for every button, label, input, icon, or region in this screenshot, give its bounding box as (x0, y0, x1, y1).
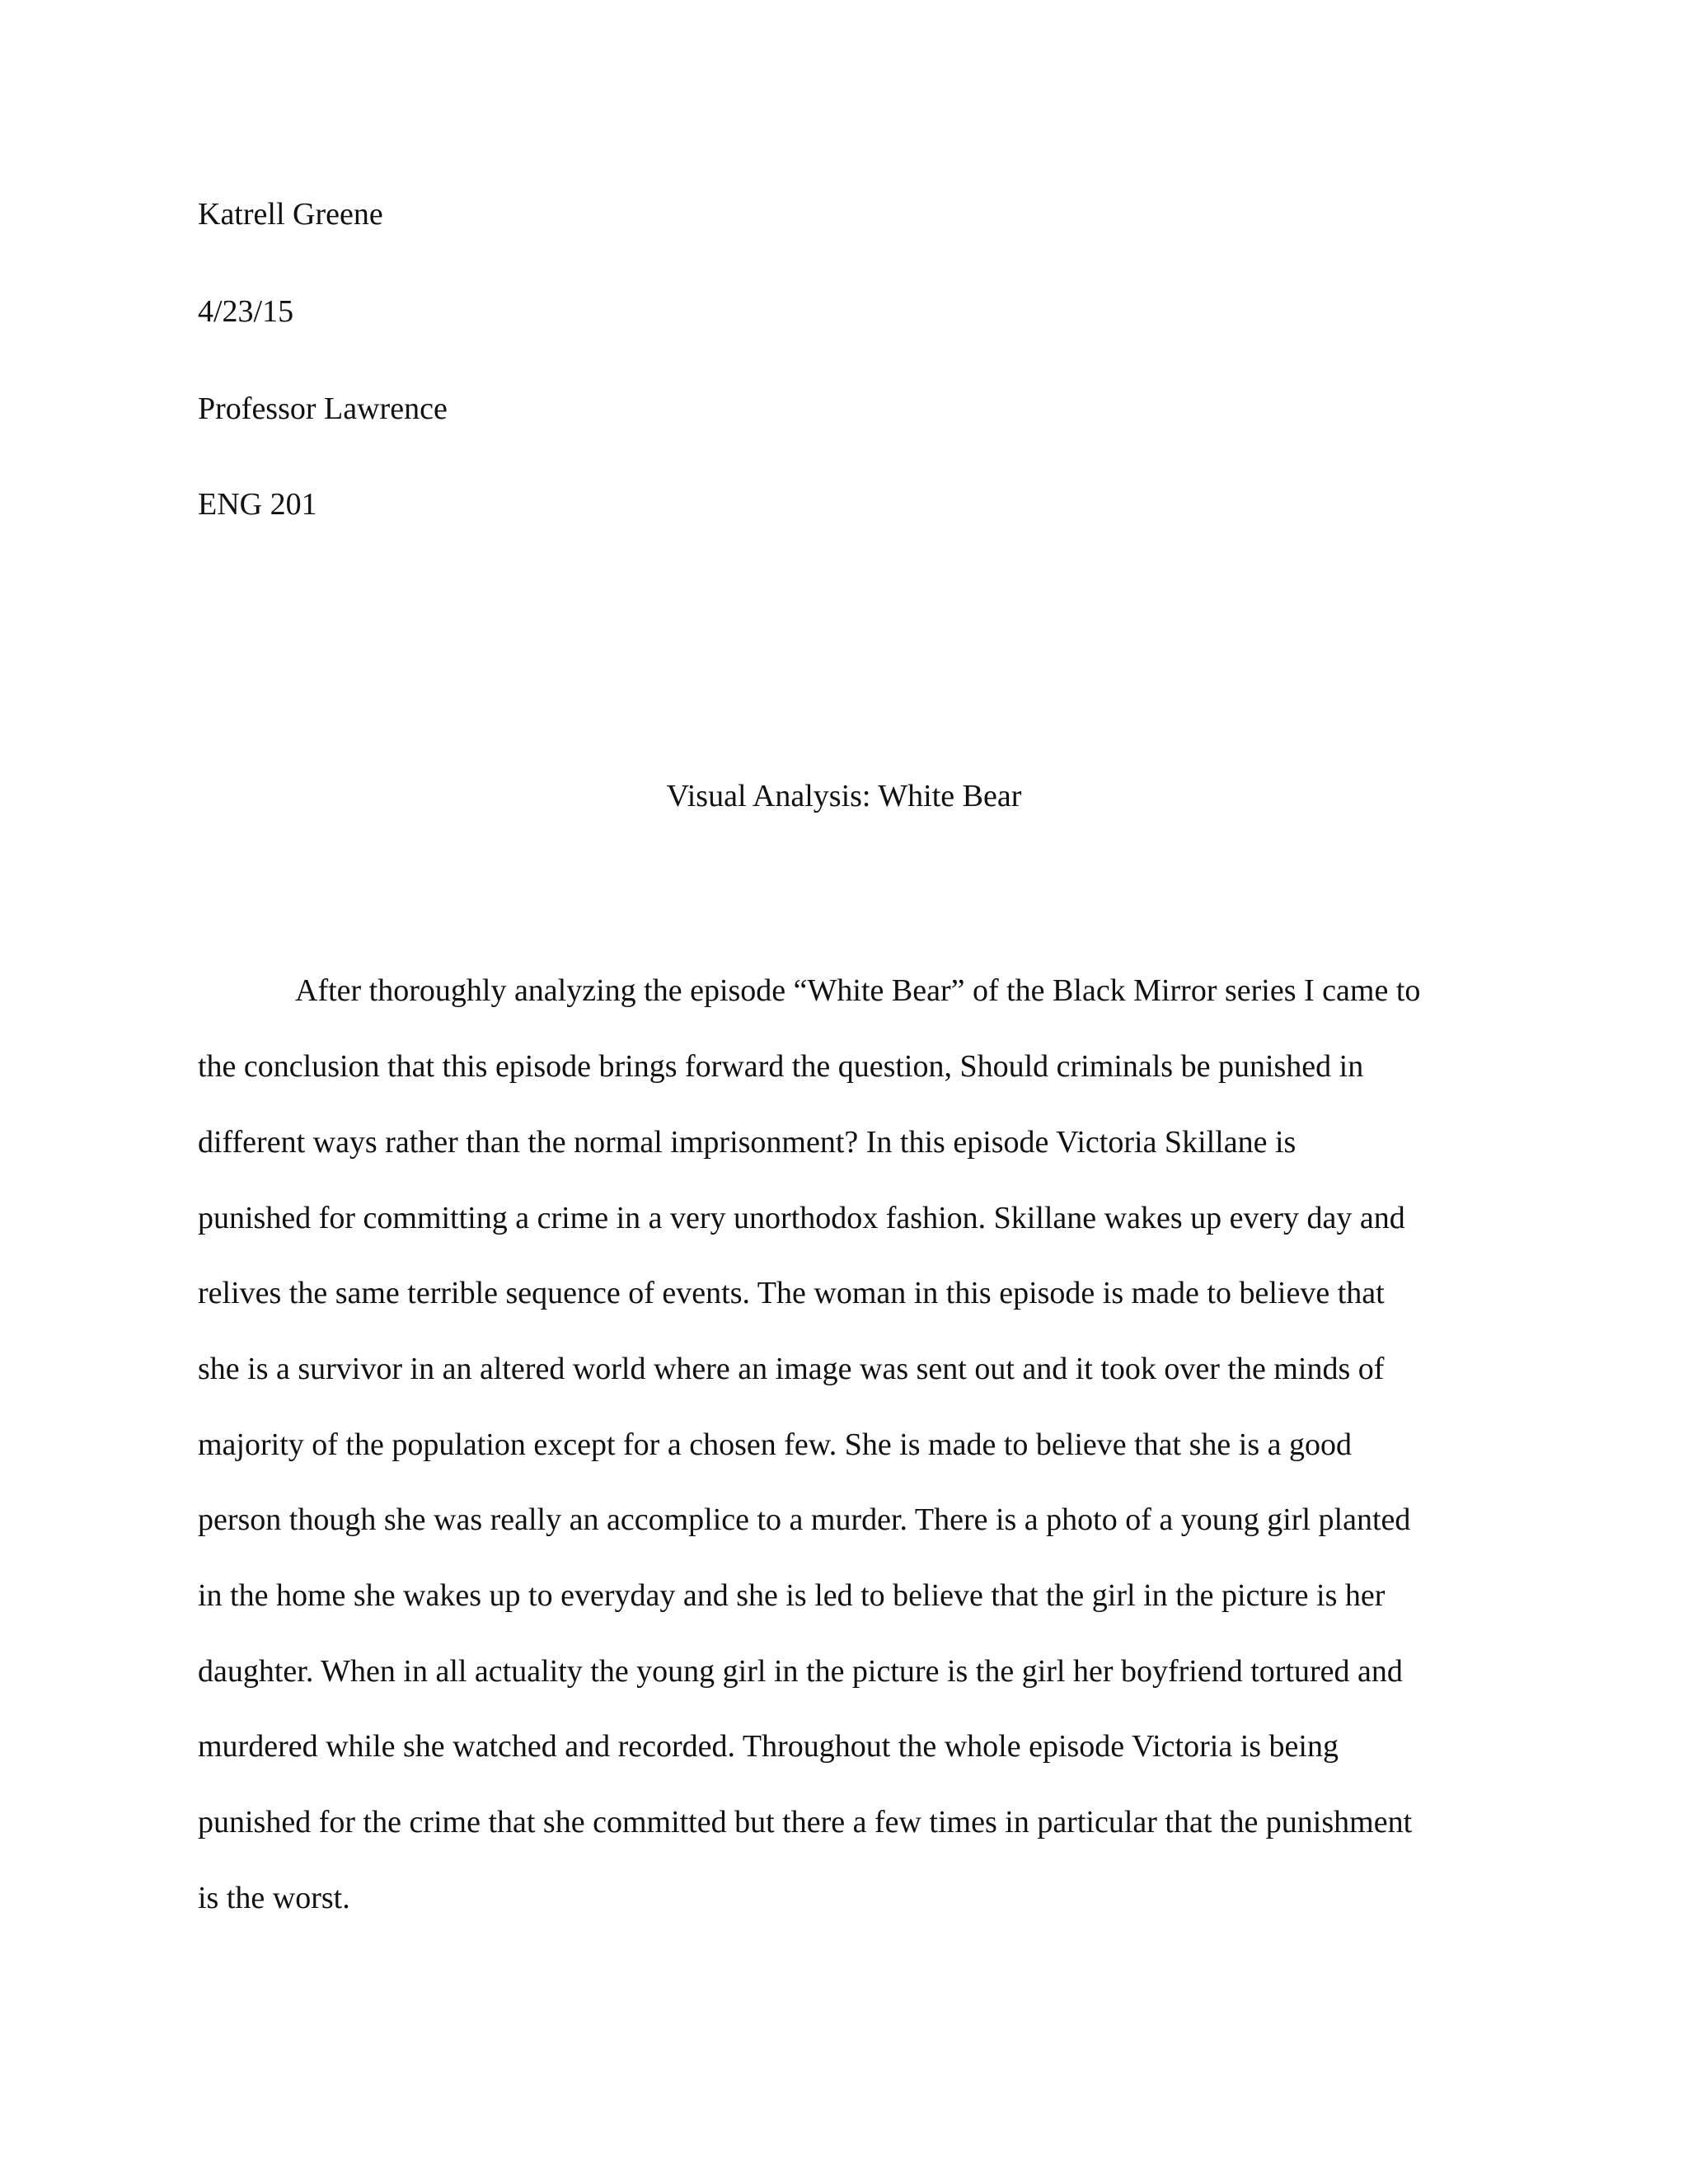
body-line: in the home she wakes up to everyday and she is led to believe that the girl in the picture is her (198, 1578, 1386, 1613)
course-name: ENG 201 (198, 487, 317, 522)
body-line: she is a survivor in an altered world where an image was sent out and it took over the minds of (198, 1352, 1385, 1386)
essay-title: Visual Analysis: White Bear (666, 779, 1022, 813)
body-line: person though she was really an accomplice to a murder. There is a photo of a young girl planted (198, 1502, 1411, 1537)
date: 4/23/15 (198, 294, 294, 329)
body-line: daughter. When in all actuality the young girl in the picture is the girl her boyfriend tortured and (198, 1654, 1403, 1689)
body-line: is the worst. (198, 1881, 350, 1915)
body-line: punished for the crime that she committed but there a few times in particular that the punishment (198, 1805, 1413, 1840)
body-line: majority of the population except for a chosen few. She is made to believe that she is a good (198, 1427, 1352, 1462)
instructor-name: Professor Lawrence (198, 391, 448, 426)
body-line: After thoroughly analyzing the episode “White Bear” of the Black Mirror series I came to (295, 973, 1421, 1008)
body-line: the conclusion that this episode brings forward the question, Should criminals be punished in (198, 1049, 1364, 1084)
author-name: Katrell Greene (198, 197, 383, 232)
body-line: relives the same terrible sequence of events. The woman in this episode is made to believe that (198, 1276, 1385, 1310)
body-line: different ways rather than the normal imprisonment? In this episode Victoria Skillane is (198, 1125, 1296, 1160)
body-line: punished for committing a crime in a very unorthodox fashion. Skillane wakes up every day and (198, 1201, 1405, 1235)
body-line: murdered while she watched and recorded. Throughout the whole episode Victoria is being (198, 1729, 1339, 1764)
